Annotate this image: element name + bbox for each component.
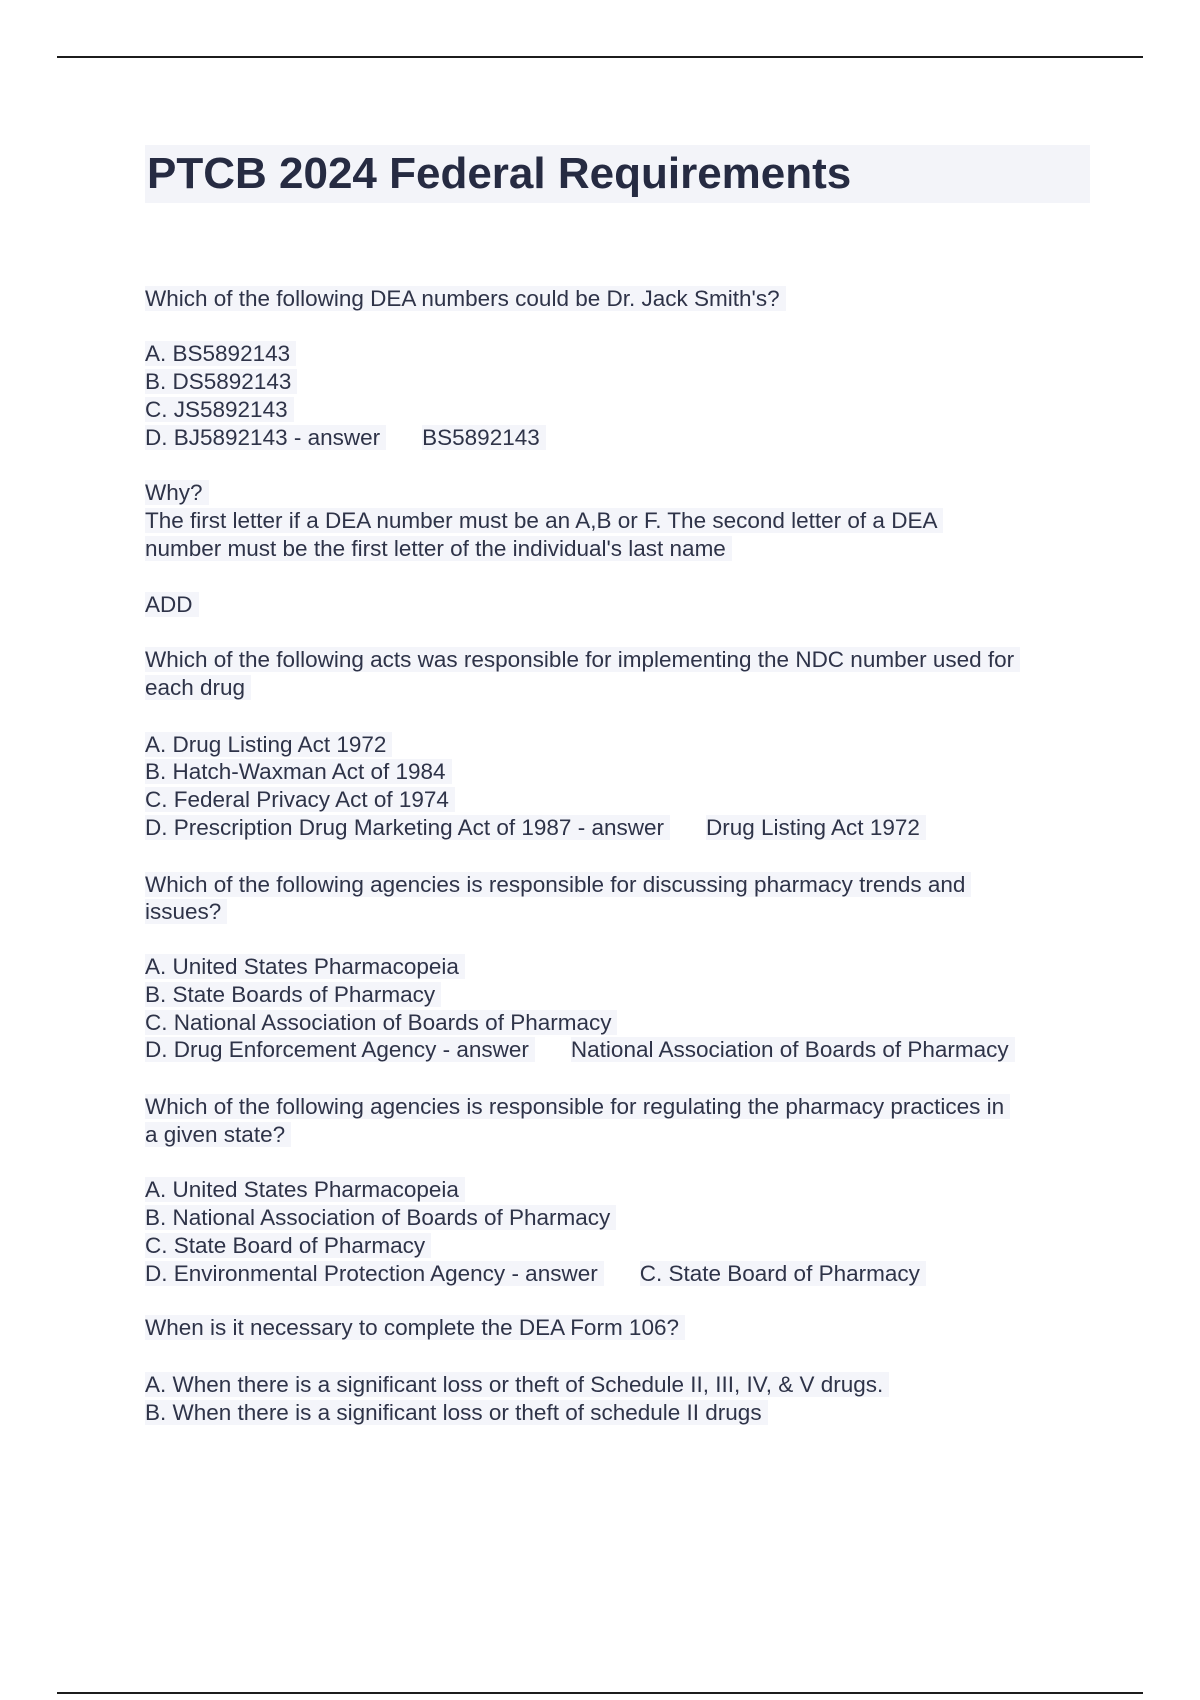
question-1: Which of the following DEA numbers could be Dr. Jack Smith's? (145, 285, 786, 313)
question-1-option-b: B. DS5892143 (145, 368, 297, 396)
question-3-option-b: B. State Boards of Pharmacy (145, 981, 441, 1009)
question-1-extra: ADD (145, 591, 199, 619)
question-3-option-d: D. Drug Enforcement Agency - answer National Association of Boards of Pharmacy (145, 1036, 1015, 1064)
question-2-option-d: D. Prescription Drug Marketing Act of 1987 - answer Drug Listing Act 1972 (145, 814, 926, 842)
question-4-option-d: D. Environmental Protection Agency - answer C. State Board of Pharmacy (145, 1260, 926, 1288)
question-2-line-2: each drug (145, 674, 251, 702)
question-4-answer: C. State Board of Pharmacy (640, 1261, 926, 1286)
question-1-explanation-line-1: The first letter if a DEA number must be an A,B or F. The second letter of a DEA (145, 507, 943, 535)
question-1-explanation-line-2: number must be the first letter of the individual's last name (145, 535, 732, 563)
question-1-option-d: D. BJ5892143 - answer BS5892143 (145, 424, 546, 452)
question-2-answer: Drug Listing Act 1972 (706, 815, 926, 840)
question-2-option-a: A. Drug Listing Act 1972 (145, 731, 392, 759)
question-2-option-c: C. Federal Privacy Act of 1974 (145, 786, 455, 814)
question-2-option-b: B. Hatch-Waxman Act of 1984 (145, 758, 452, 786)
question-4-option-b: B. National Association of Boards of Pharmacy (145, 1204, 616, 1232)
question-3-line-1: Which of the following agencies is responsible for discussing pharmacy trends and (145, 871, 971, 899)
question-1-option-a: A. BS5892143 (145, 340, 296, 368)
question-1-why: Why? (145, 479, 209, 507)
question-5-line-1: When is it necessary to complete the DEA Form 106? (145, 1314, 685, 1342)
question-3-option-c: C. National Association of Boards of Pharmacy (145, 1009, 617, 1037)
document-title: PTCB 2024 Federal Requirements (147, 149, 852, 198)
question-1-answer: BS5892143 (422, 425, 546, 450)
question-2-line-1: Which of the following acts was responsible for implementing the NDC number used for (145, 646, 1020, 674)
question-4-line-1: Which of the following agencies is responsible for regulating the pharmacy practices in (145, 1093, 1010, 1121)
question-5-option-b: B. When there is a significant loss or theft of schedule II drugs (145, 1399, 768, 1427)
header-rule (57, 56, 1143, 58)
question-3-option-a: A. United States Pharmacopeia (145, 953, 465, 981)
question-3-line-2: issues? (145, 898, 227, 926)
footer-rule (57, 1692, 1143, 1694)
question-3-answer: National Association of Boards of Pharmacy (571, 1037, 1015, 1062)
question-4-line-2: a given state? (145, 1121, 291, 1149)
question-4-option-a: A. United States Pharmacopeia (145, 1176, 465, 1204)
question-4-option-c: C. State Board of Pharmacy (145, 1232, 431, 1260)
title-block (145, 145, 1090, 203)
question-1-option-c: C. JS5892143 (145, 396, 294, 424)
question-5-option-a: A. When there is a significant loss or theft of Schedule II, III, IV, & V drugs. (145, 1371, 889, 1399)
